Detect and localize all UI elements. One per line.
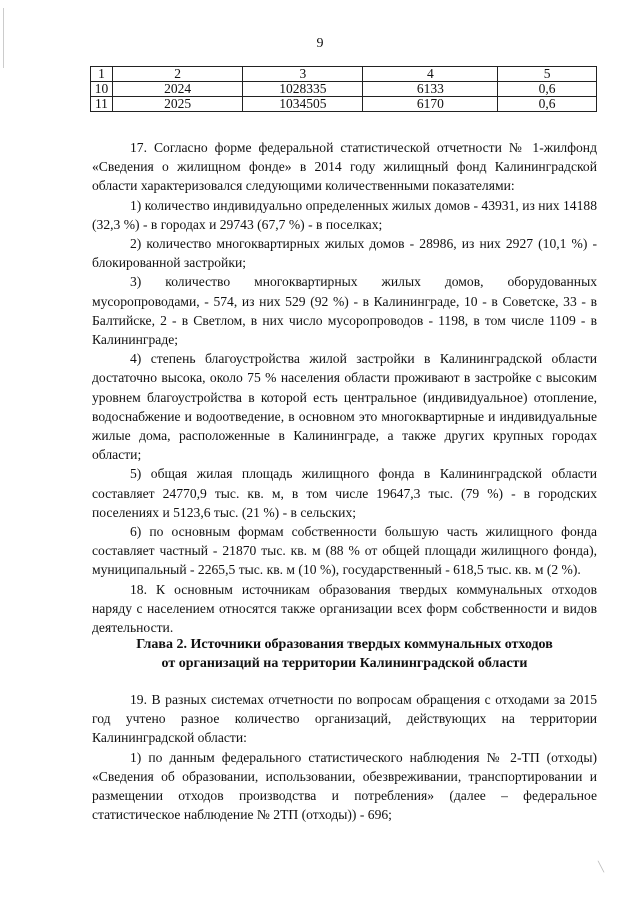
table-row	[91, 82, 597, 97]
table-cell: 0,6	[498, 82, 597, 97]
table-cell: 10	[91, 82, 113, 97]
table-cell: 1	[91, 67, 113, 82]
table-row	[91, 67, 597, 82]
data-table	[90, 66, 597, 112]
chapter-heading	[92, 635, 597, 673]
body-text-bottom	[92, 690, 597, 824]
table-cell: 5	[498, 67, 597, 82]
table-cell: 11	[91, 97, 113, 112]
paragraph: 4) степень благоустройства жилой застройки в Калининградской области достаточно высока, около 75 % населения области проживают в застройке с высоким уровнем благоустройства в которой есть центральное (индивидуальное) отопление, водоснабжение и водоотведение, в основном это многоквартирные и индивидуальные жилые дома, расположенные в Калининграде, а также других крупных городах области;	[92, 351, 597, 463]
scan-artifact-mark: ╲	[598, 862, 605, 873]
table-cell: 0,6	[498, 97, 597, 112]
paragraph: 18. К основным источникам образования твердых коммунальных отходов наряду с населением относятся также организации всех форм собственности и видов деятельности.	[92, 581, 597, 636]
paragraph: 19. В разных системах отчетности по вопросам обращения с отходами за 2015 год учтено разное количество организаций, действующих на территории Калининградской области:	[92, 692, 597, 746]
paragraph: 1) по данным федерального статистического наблюдения № 2-ТП (отходы) «Сведения об образовании, использовании, обезвреживании, транспортировании и размещении отходов производства и потребления» (далее – федеральное статистическое наблюдение № 2ТП (отходы)) - 696;	[92, 749, 597, 823]
table-cell: 2	[112, 67, 242, 82]
paragraph: 5) общая жилая площадь жилищного фонда в Калининградской области составляет 24770,9 тыс. кв. м, в том числе 19647,3 тыс. (79 %) - в городских поселениях и 5123,6 тыс. (21 %) - в сельских;	[92, 466, 597, 520]
paragraph: 3) количество многоквартирных жилых домов, оборудованных мусоропроводами, - 574, из них 529 (92 %) - в Калининграде, 10 - в Советске, 33 - в Балтийске, 2 - в Светлом, в них число мусоропроводов - 1198, в том числе 1109 - в Калининграде;	[92, 274, 597, 348]
chapter-heading-line1: Глава 2. Источники образования твердых коммунальных отходов	[136, 637, 553, 652]
paragraph: 17. Согласно форме федеральной статистической отчетности № 1-жилфонд «Сведения о жилищном фонде» в 2014 году жилищный фонд Калининградской области характеризовался следующими количественными показателями:	[92, 140, 597, 194]
paragraph: 1) количество индивидуально определенных жилых домов - 43931, из них 14188 (32,3 %) - в городах и 29743 (67,7 %) - в поселках;	[92, 197, 597, 232]
table-cell: 4	[363, 67, 498, 82]
paragraph: 6) по основным формам собственности большую часть жилищного фонда составляет частный - 21870 тыс. кв. м (88 % от общей площади жилищного фонда), муниципальный - 2265,5 тыс. кв. м (10 %), государственный - 618,5 тыс. кв. м (2 %).	[92, 524, 597, 578]
table-cell: 6170	[363, 97, 498, 112]
table-cell: 2025	[112, 97, 242, 112]
table-cell: 1034505	[243, 97, 363, 112]
paragraph: 2) количество многоквартирных жилых домов - 28986, из них 2927 (10,1 %) - блокированной застройки;	[92, 236, 597, 271]
table-cell: 3	[243, 67, 363, 82]
table-cell: 1028335	[243, 82, 363, 97]
page-number: 9	[316, 36, 324, 51]
body-text-top	[92, 138, 597, 637]
table-cell: 6133	[363, 82, 498, 97]
chapter-heading-line2: от организаций на территории Калининградской области	[161, 656, 528, 671]
table-row	[91, 97, 597, 112]
table-cell: 2024	[112, 82, 242, 97]
